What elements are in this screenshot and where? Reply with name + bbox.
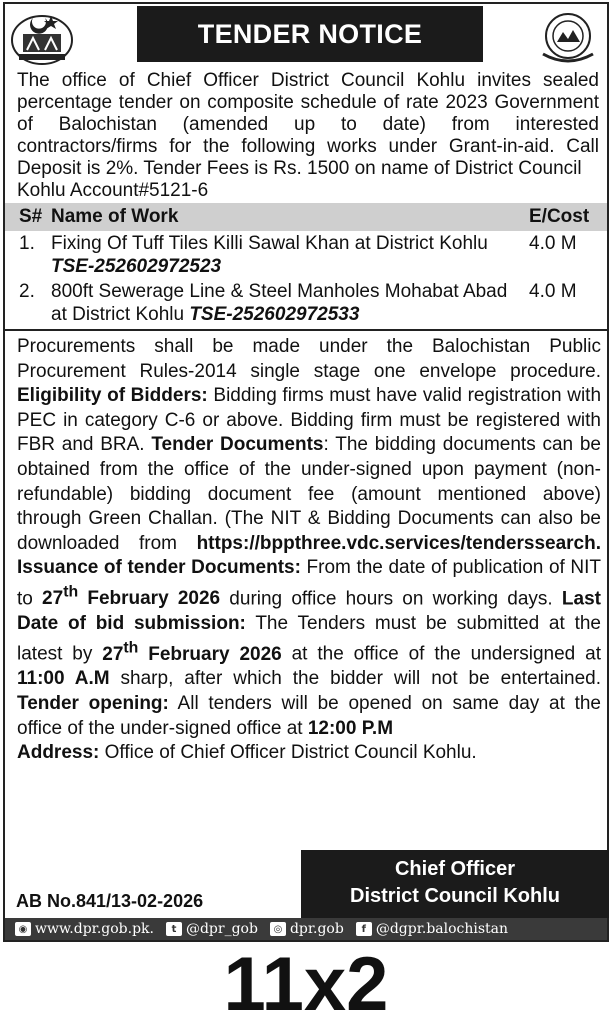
- row-work: [47, 279, 525, 327]
- opening-time: 12:00 P.M: [307, 717, 394, 739]
- table-header-row: [5, 203, 607, 231]
- footer-instagram-text: dpr.gob: [289, 921, 344, 937]
- signature-title: Chief Officer: [394, 858, 516, 880]
- date-rest: February 2026: [138, 643, 282, 665]
- last-date-label: Last Date of bid submission:: [17, 588, 601, 634]
- footer-web[interactable]: [15, 921, 154, 937]
- works-table: [5, 203, 607, 327]
- date-suffix: th: [123, 639, 139, 657]
- address-line: [17, 741, 601, 766]
- issuance-text: From the date of publication of NIT to: [17, 557, 601, 610]
- tender-opening-text: All tenders will be opened on same day at the office of the under-signed office at: [17, 692, 601, 739]
- date-day: 27: [42, 588, 64, 610]
- last-date-text-3: sharp, after which the bidder will not be entertained.: [109, 668, 601, 690]
- work-description: 800ft Sewerage Line & Steel Manholes Mohabat Abad at District Kohlu: [51, 281, 508, 325]
- ab-number: AB No.841/13-02-2026: [16, 891, 204, 911]
- address-text: Office of Chief Officer District Council Kohlu.: [99, 742, 477, 764]
- submission-date: [102, 639, 282, 665]
- tender-search-link[interactable]: https://bppthree.vdc.services/tenderssearch.: [196, 532, 601, 554]
- tender-conditions: [5, 329, 607, 766]
- eligibility-label: Eligibility of Bidders:: [17, 385, 208, 407]
- tse-number: TSE-252602972533: [189, 304, 360, 325]
- footer-bar: [5, 918, 607, 940]
- tender-opening-label: Tender opening:: [17, 692, 169, 714]
- page-title: TENDER NOTICE: [137, 6, 483, 62]
- footer-twitter-text: @dpr_gob: [185, 921, 258, 937]
- date-rest: February 2026: [78, 588, 221, 610]
- footer-web-text: www.dpr.gob.pk.: [35, 921, 154, 937]
- work-description: Fixing Of Tuff Tiles Killi Sawal Khan at District Kohlu: [51, 233, 488, 254]
- notice-header: [5, 4, 607, 68]
- issuance-date: [42, 583, 221, 610]
- date-suffix: th: [63, 583, 79, 601]
- footer-facebook[interactable]: [356, 921, 508, 937]
- procurement-text: Procurements shall be made under the Balochistan Public Procurement Rules-2014 single stage one envelope procedure.: [17, 336, 601, 382]
- account-number: Kohlu Account#5121-6: [17, 180, 209, 201]
- district-council-emblem-icon: [535, 10, 601, 66]
- header-name-of-work: Name of Work: [47, 203, 525, 231]
- table-row: [5, 279, 607, 327]
- footer-facebook-text: @dgpr.balochistan: [375, 921, 509, 937]
- header-estimated-cost: E/Cost: [525, 203, 607, 231]
- last-date-text: The Tenders must be submitted at the latest by: [17, 612, 601, 665]
- footer-twitter[interactable]: [166, 921, 258, 937]
- row-work: [47, 231, 525, 279]
- tse-number: TSE-252602972523: [51, 256, 222, 277]
- signature-block: [301, 850, 609, 918]
- address-label: Address:: [17, 742, 100, 764]
- intro-text: The office of Chief Officer District Council Kohlu invites sealed percentage tender on composite schedule of rate 2023 Government of Balochistan (amended up to date) from interested contractors/firms for the following works under Grant-in-aid. Call Deposit is 2%. Tender Fees is Rs. 1500 on name of District Council: [17, 70, 599, 179]
- last-date-text-2: at the office of the undersigned at: [281, 643, 601, 665]
- facebook-icon: f: [356, 922, 372, 936]
- submission-time: 11:00 A.M: [17, 668, 110, 690]
- ad-size-label: 11x2: [223, 942, 389, 1027]
- globe-icon: ◉: [15, 922, 31, 936]
- issuance-text-2: during office hours on working days.: [220, 588, 562, 610]
- header-sn: S#: [5, 203, 47, 231]
- balochistan-emblem-icon: [9, 10, 75, 66]
- date-day: 27: [102, 643, 124, 665]
- table-row: [5, 231, 607, 279]
- instagram-icon: ◎: [270, 922, 286, 936]
- issuance-label: Issuance of tender Documents:: [17, 557, 301, 579]
- tender-documents-text: : The bidding documents can be obtained from the office of the under-signed upon payment (non-refundable) bidding document fee (amount mentioned above) through Green Challan. (The NIT & Bidding Documents can also be downloaded from: [17, 434, 601, 554]
- row-sn: 2.: [19, 281, 35, 302]
- eligibility-text: Bidding firms must have valid registration with PEC in category C-6 or above. Bidding firm must be registered with FBR and BRA.: [17, 385, 602, 456]
- row-cost: 4.0 M: [529, 281, 577, 302]
- tender-notice: [3, 2, 609, 942]
- signature-office: District Council Kohlu: [350, 885, 560, 907]
- tender-documents-label: Tender Documents: [151, 434, 324, 456]
- twitter-icon: t: [166, 922, 182, 936]
- row-cost: 4.0 M: [529, 233, 577, 254]
- footer-instagram[interactable]: [270, 921, 344, 937]
- row-sn: 1.: [19, 233, 35, 254]
- intro-paragraph: [5, 70, 607, 202]
